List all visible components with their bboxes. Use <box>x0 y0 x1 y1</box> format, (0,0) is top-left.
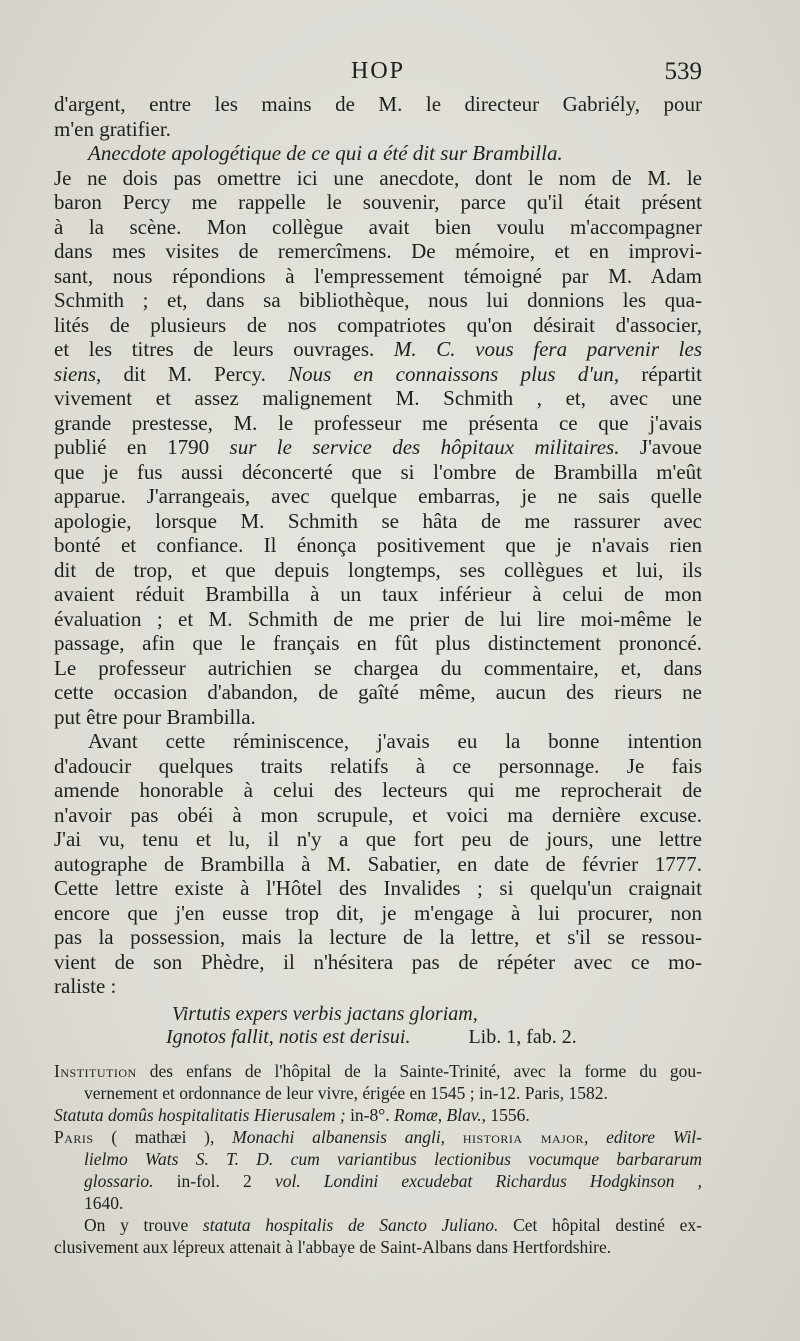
text-line: raliste : <box>54 974 117 998</box>
text-line: d'adoucir quelques traits relatifs à ce personnage. Je fais <box>54 753 702 778</box>
text-line: apparue. J'arrangeais, avec quelque embarras, je ne sais quelle <box>54 484 702 508</box>
italic-span: glossario. <box>84 1171 154 1191</box>
note-entry <box>54 1104 702 1126</box>
note-line: vernement et ordonnance de leur vivre, érigée en 1545 ; in-12. Paris, 1582. <box>84 1083 608 1103</box>
note-line <box>54 1060 702 1082</box>
italic-span: Statuta domûs hospitalitatis Hierusalem ; <box>54 1105 346 1125</box>
verse-line: Virtutis expers verbis jactans gloriam, <box>172 1002 478 1025</box>
text-line: grande prestesse, M. le professeur me présenta ce que j'avais <box>54 410 702 435</box>
text-line: amende honorable à celui des lecteurs qui me reprocherait de <box>54 778 702 802</box>
text-span: in-8°. <box>345 1105 395 1125</box>
text-span: , répartit <box>613 361 702 386</box>
italic-span: statuta hospitalis de Sancto Juliano. <box>202 1215 499 1235</box>
text-line: à la scène. Mon collègue avait bien voulu m'accompagner <box>54 214 702 239</box>
note-line <box>54 1126 702 1148</box>
text-span: J'avoue <box>619 435 702 459</box>
text-span: et les titres de leurs ouvrages. <box>54 337 394 361</box>
verse-reference: Lib. 1, fab. 2. <box>468 1025 577 1048</box>
text-line: Avant cette réminiscence, j'avais eu la bonne intention <box>88 729 702 753</box>
text-line: m'en gratifier. <box>54 116 171 141</box>
text-line: Schmith ; et, dans sa bibliothèque, nous lui donnions les qua- <box>54 288 702 312</box>
text-span: ( mathæi ), <box>93 1127 233 1147</box>
italic-span: Romæ, Blav. <box>394 1105 482 1125</box>
text-span: On y trouve <box>84 1215 203 1235</box>
text-line: autographe de Brambilla à M. Sabatier, en date de février 1777. <box>54 851 702 876</box>
section-heading: Anecdote apologétique de ce qui a été dit sur Brambilla. <box>88 141 563 165</box>
note-line <box>54 1214 702 1236</box>
text-line: d'argent, entre les mains de M. le directeur Gabriély, pour <box>54 92 702 116</box>
note-line: 1640. <box>84 1193 124 1213</box>
text-line: avaient réduit Brambilla à un taux inférieur à celui de mon <box>54 582 702 606</box>
small-caps-span: historia major <box>462 1127 585 1147</box>
page-number: 539 <box>664 58 702 85</box>
italic-span: vol. Londini excudebat Richardus Hodgkinson , <box>274 1171 702 1191</box>
text-line: bonté et confiance. Il énonça positivement que je n'avais rien <box>54 533 702 557</box>
note-line: lielmo Wats S. T. D. cum variantibus lectionibus vocumque barbararum <box>84 1149 702 1169</box>
italic-span: sur le service des hôpitaux militaires. <box>229 435 620 459</box>
text-span: in-fol. 2 <box>153 1171 275 1191</box>
text-line: apologie, lorsque M. Schmith se hâta de me rassurer avec <box>54 508 702 533</box>
text-span: publié en 1790 <box>54 435 230 459</box>
text-line: évaluation ; et M. Schmith de me prier de lui lire moi-même le <box>54 606 702 631</box>
text-line: baron Percy me rappelle le souvenir, parce qu'il était présent <box>54 190 702 214</box>
text-line: vient de son Phèdre, il n'hésitera pas de répéter avec ce mo- <box>54 949 702 974</box>
text-span: , <box>584 1127 607 1147</box>
text-line: vivement et assez malignement M. Schmith , et, avec une <box>54 386 702 410</box>
italic-span: siens <box>54 361 96 386</box>
text-line: J'ai vu, tenu et lu, il n'y a que fort peu de jours, une lettre <box>54 827 702 851</box>
text-span: , 1556. <box>481 1105 530 1125</box>
text-line: put être pour Brambilla. <box>54 704 256 729</box>
verse-line <box>54 1026 702 1049</box>
small-caps-span: Paris <box>54 1127 94 1147</box>
small-caps-span: Institution <box>54 1061 137 1081</box>
text-line: n'avoir pas obéi à mon scrupule, et voici ma dernière excuse. <box>54 802 702 827</box>
note-line: clusivement aux lépreux attenait à l'abbaye de Saint-Albans dans Hertfordshire. <box>54 1237 612 1257</box>
italic-span: Monachi albanensis angli, <box>232 1127 463 1147</box>
text-span: des enfans de l'hôpital de la Sainte-Trinité, avec la forme du gou- <box>136 1061 702 1081</box>
text-line <box>54 337 702 362</box>
italic-span: editore Wil- <box>606 1127 702 1147</box>
text-line: Je ne dois pas omettre ici une anecdote, dont le nom de M. le <box>54 165 702 190</box>
text-line: Cette lettre existe à l'Hôtel des Invalides ; si quelqu'un craignait <box>54 876 702 900</box>
text-line: passage, afin que le français en fût plus distinctement prononcé. <box>54 631 702 655</box>
text-line: dans mes visites de remercîmens. De mémoire, et en improvi- <box>54 239 702 263</box>
text-span: Cet hôpital destiné ex- <box>498 1215 702 1235</box>
italic-span: M. C. vous fera parvenir les <box>393 337 702 361</box>
main-text <box>54 92 702 1049</box>
note-entry <box>54 1214 702 1258</box>
italic-span: Nous en connaissons plus d'un <box>288 361 614 386</box>
page-header <box>54 58 702 92</box>
text-line <box>54 362 702 387</box>
text-line <box>54 435 702 460</box>
text-line: lités de plusieurs de nos compatriotes qu'on désirait d'associer, <box>54 312 702 337</box>
text-line: pas la possession, mais la lecture de la lettre, et s'il se ressou- <box>54 925 702 949</box>
text-line: cette occasion d'abandon, de gaîté même, aucun des rieurs ne <box>54 680 702 704</box>
running-head: HOP <box>350 58 405 84</box>
note-line <box>54 1170 702 1192</box>
text-line: sant, nous répondions à l'empressement témoigné par M. Adam <box>54 263 702 288</box>
text-line: que je fus aussi déconcerté que si l'ombre de Brambilla m'eût <box>54 459 702 484</box>
text-line: encore que j'en eusse trop dit, je m'engage à lui procurer, non <box>54 900 702 925</box>
latin-verse <box>54 1003 702 1049</box>
bibliography-notes <box>54 1060 702 1258</box>
text-line: dit de trop, et que depuis longtemps, ses collègues et lui, ils <box>54 557 702 582</box>
text-line: Le professeur autrichien se chargea du commentaire, et, dans <box>54 655 702 680</box>
note-entry <box>54 1126 702 1214</box>
note-entry <box>54 1060 702 1104</box>
text-span: , dit M. Percy. <box>96 361 289 386</box>
verse-text: Ignotos fallit, notis est derisui. <box>166 1025 411 1048</box>
note-line <box>54 1104 702 1126</box>
